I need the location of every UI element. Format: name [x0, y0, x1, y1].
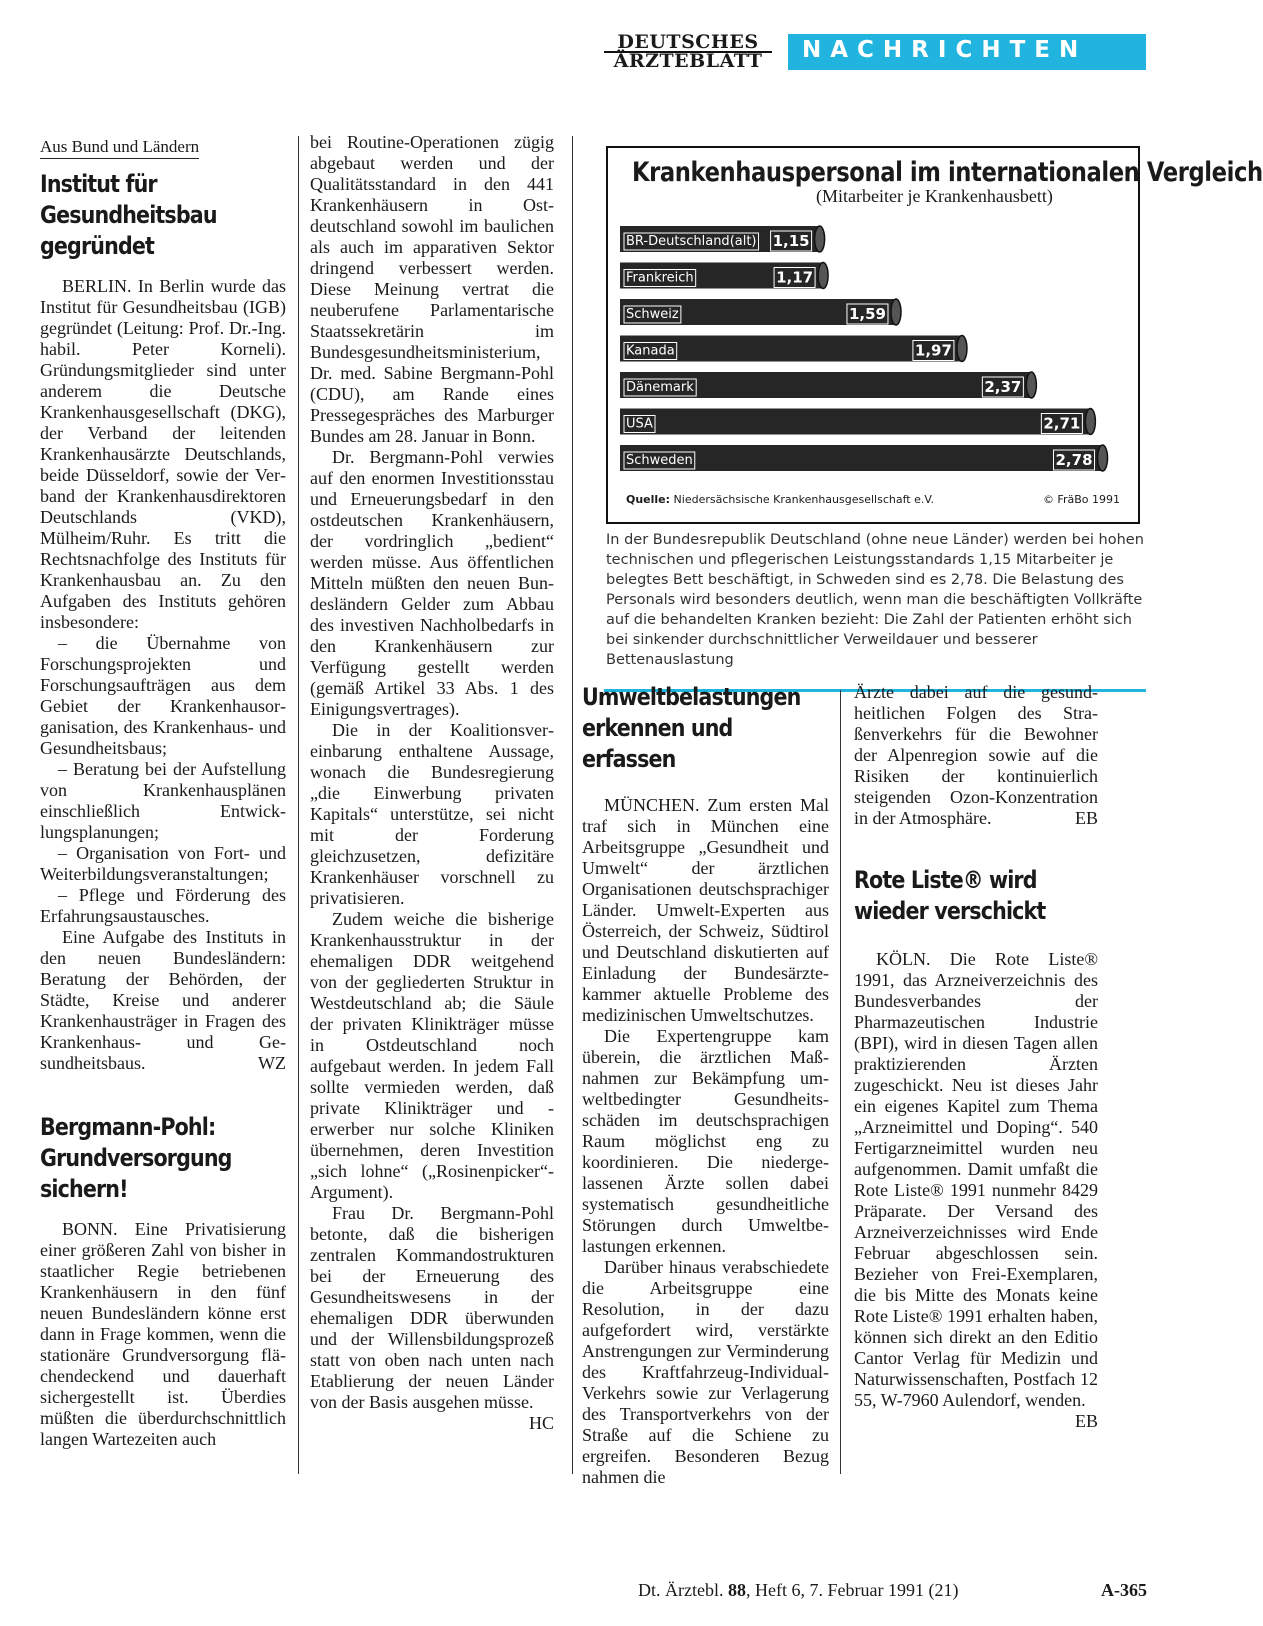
article-paragraph: Dr. Bergmann-Pohl verwies auf den enormen Investitionsstau und Erneuerungsbedarf in den ostdeutschen Krankenhäusern, der vordringlich „bedient“ werden müsse. Aus öffentlichen Mitteln müßten den neuen Bundesländern Gelder zum Abbau des investiven Nachholbedarfs in den Krankenhäusern zur Verfügung gestellt werden (gemäß Artikel 33 Abs. 1 des Einigungsvertrages). — [310, 447, 554, 719]
list-item: – Pflege und Förderung des Erfahrungsaustausches. — [40, 885, 286, 926]
category-label: Frankreich — [626, 270, 694, 286]
journal-masthead — [604, 31, 772, 72]
article-paragraph — [854, 949, 1098, 1431]
value-label: 1,17 — [776, 268, 814, 287]
bar-chart — [606, 146, 1263, 524]
author-initials: WZ — [258, 1053, 286, 1073]
value-label: 2,78 — [1055, 451, 1093, 469]
category-label: Schweiz — [626, 307, 679, 322]
chart-source — [626, 493, 934, 506]
bar-end-cap — [1026, 372, 1036, 398]
headline-institut: Institut für Gesundheitsbau gegründet — [40, 170, 217, 260]
category-label: Kanada — [626, 343, 675, 359]
chart-subtitle: (Mitarbeiter je Krankenhausbett) — [816, 186, 1053, 206]
paragraph-text: Eine Aufgabe des Instituts in den neuen Bundesländern: Beratung der Behörden, der Städte, Kreise und anderer Krankenhausträger in Fragen des Krankenhaus- und Gesundheitsbaus. — [40, 927, 286, 1073]
source-label: Quelle: — [626, 493, 671, 506]
bar-end-cap — [957, 336, 967, 362]
column-divider — [572, 136, 573, 1474]
headline-umwelt: Umweltbelastungen erkennen und erfassen — [582, 683, 801, 773]
footer-volume: 88 — [727, 1580, 746, 1600]
column-1 — [40, 136, 286, 1450]
article-paragraph — [40, 927, 286, 1074]
source-text: Niedersächsische Krankenhausgesellschaft e.V. — [673, 493, 934, 506]
author-initials: EB — [1074, 1411, 1098, 1431]
category-label: USA — [626, 416, 653, 432]
chart-copyright: © FräBo 1991 — [1042, 493, 1120, 506]
column-divider — [840, 690, 841, 1474]
masthead-line1: DEUTSCHES — [617, 31, 759, 53]
article-paragraph: BONN. Eine Privatisierung einer größeren Zahl von bisher in staatlicher Regie betriebenen Krankenhäusern in den fünf neuen Bundesländern könne erst dann in Frage kommen, wenn die stationäre Grundversorgung flächendeckend und dauerhaft sichergestellt ist. Überdies müßten die überdurchschnittlich langen Wartezeiten auch — [40, 1219, 286, 1449]
rubric-label: Aus Bund und Ländern — [40, 137, 199, 159]
article-paragraph: Zudem weiche die bisherige Krankenhausstruktur in der ehemaligen DDR weitgehend von der gegliederten Struktur in Westdeutschland ab; die Säule der privaten Klinikträger müsse in Ostdeutschland noch aufgebaut werden. In jedem Fall sollte vermieden werden, daß private Klinikträger und -erwerber nur solche Kliniken übernehmen, deren Investition „sich lohne“ („Rosinenpicker“-Argument). — [310, 909, 554, 1202]
paragraph-text: KÖLN. Die Rote Liste® 1991, das Arzneiverzeichnis des Bundesverbandes der Pharmazeutischen Industrie (BPI), wird in diesen Tagen allen praktizierenden Ärzten zugeschickt. Neu ist dieses Jahr ein eigenes Kapitel zum Thema „Arzneimittel und Doping“. 540 Fertigarzneimittel wurden neu aufgenommen. Damit umfaßt die Rote Liste® 1991 nunmehr 8429 Präparate. Der Versand des Arzneiverzeichnisses wird Ende Februar abgeschlossen sein. Bezieher von Frei-Exemplaren, die bis Mitte des Monats keine Rote Liste® 1991 erhalten haben, können sich direkt an den Editio Cantor Verlag für Medizin und Naturwissenschaften, Postfach 12 55, W-7960 Aulendorf, wenden. — [854, 949, 1098, 1410]
chart-caption: In der Bundesrepublik Deutschland (ohne neue Länder) werden bei hohen technischen und pflegerischen Leistungsstandards 1,15 Mitarbeiter je belegtes Bett beschäftigt, in Schweden sind es 2,78. Die Belastung des Personals wird besonders deutlich, wenn man die beschäftigten Vollkräfte auf die behandelten Kranken bezieht: Die Zahl der Patienten erhöht sich bei sinkender durchschnittlicher Verweildauer und besserer Bettenauslastung — [606, 532, 1144, 668]
value-label: 1,97 — [914, 341, 952, 360]
bar-end-cap — [1098, 445, 1108, 471]
paragraph-text: Frau Dr. Bergmann-Pohl betonte, daß die bisherigen zentralen Kommandostrukturen bei der Erneuerung des Gesundheitswesens in der ehemaligen DDR überwunden und der Willensbildungsprozeß statt von oben nach unten nach Etablierung der neuen Länder von der Basis ausgehen müsse. — [310, 1203, 554, 1412]
column-2 — [310, 132, 554, 1434]
bar-end-cap — [1085, 409, 1095, 435]
chart-plot-area — [608, 222, 1138, 490]
chart-title: Krankenhauspersonal im internationalen Vergleich — [632, 157, 1263, 188]
article-paragraph: Die in der Koalitionsvereinbarung enthaltene Aussage, wonach die Bundesregierung „die Einwerbung privaten Kapitals“ unterstütze, sei nicht mit der Forderung gleichzusetzen, defizitäre Krankenhäuser vorschnell zu privatisieren. — [310, 720, 554, 908]
column-4 — [854, 682, 1098, 1432]
author-initials: EB — [1074, 808, 1098, 828]
article-paragraph: MÜNCHEN. Zum ersten Mal traf sich in München eine Arbeitsgruppe „Gesundheit und Umwelt“ der ärztlichen Organisationen deutschsprachiger Länder. Umwelt-Experten aus Österreich, der Schweiz, Südtirol und Deutschland diskutierten auf Einladung der Bundesärztekammer aktuelle Probleme des medizinischen Umweltschutzes. — [582, 795, 829, 1025]
value-label: 1,15 — [772, 232, 810, 250]
category-label: Schweden — [626, 453, 693, 468]
bar-end-cap — [891, 299, 901, 325]
value-label: 1,59 — [848, 305, 886, 323]
paragraph-text: Ärzte dabei auf die gesundheitlichen Folgen des Straßenverkehrs für die Bewohner der Alpenregion sowie auf die Risiken der kontinuierlich steigenden Ozon-Konzentration in der Atmosphäre. — [854, 682, 1098, 828]
value-label: 2,37 — [984, 378, 1022, 396]
page-number: A-365 — [1101, 1580, 1147, 1600]
headline-rote-liste: Rote Liste® wird wieder verschickt — [854, 866, 1046, 925]
bar-usa — [620, 409, 1090, 435]
column-divider — [298, 136, 299, 1474]
bar-end-cap — [818, 263, 828, 289]
article-paragraph: Die Expertengruppe kam überein, die ärztlichen Maßnahmen zur Bekämpfung umweltbedingter Gesundheitsschäden im deutschsprachigen Raum möglichst eng zu koordinieren. Die niedergelassenen Ärzte sollen dabei systematisch gesundheitliche Störungen durch Umweltbelastungen erkennen. — [582, 1026, 829, 1256]
article-paragraph: bei Routine-Operationen zügig abgebaut werden und der Qualitätsstandard in den 441 Krankenhäusern in Ostdeutschland sowohl im baulichen als auch im apparativen Sektor dringend verbessert werden. Diese Meinung vertrat die neuberufene Parlamentarische Staatssekretärin im Bundesgesundheitsministerium, Dr. med. Sabine Bergmann-Pohl (CDU), am Rande eines Pressegespräches des Marburger Bundes am 28. Januar in Bonn. — [310, 132, 554, 446]
category-label: Dänemark — [626, 380, 694, 395]
value-label: 2,71 — [1043, 414, 1081, 433]
list-item: – Beratung bei der Aufstellung von Krankenhausplänen einschließlich Entwicklungsplanungen; — [40, 759, 286, 842]
list-item: – Organisation von Fort- und Weiterbildungsveranstaltungen; — [40, 843, 286, 884]
author-initials: HC — [528, 1413, 554, 1433]
section-banner: NACHRICHTEN — [788, 34, 1146, 70]
list-item: – die Übernahme von Forschungsprojekten und Forschungsaufträgen aus dem Gebiet der Krankenhausorganisation, des Krankenhaus- und Gesundheitsbaus; — [40, 633, 286, 758]
article-paragraph — [310, 1203, 554, 1433]
column-3 — [582, 682, 829, 1488]
bar-end-cap — [815, 226, 825, 252]
article-paragraph: Darüber hinaus verabschiedete die Arbeitsgruppe eine Resolution, in der dazu aufgefordert wird, verstärkte Anstrengungen zur Verminderung des Kraftfahrzeug-Individual-Verkehrs sowie zur Verlagerung des Transportverkehrs von der Straße auf die Schiene zu ergreifen. Besonderen Bezug nahmen die — [582, 1257, 829, 1487]
article-paragraph — [854, 682, 1098, 829]
masthead-line2: ÄRZTEBLATT — [604, 51, 772, 70]
headline-bergmann-pohl: Bergmann-Pohl: Grundversorgung sichern! — [40, 1113, 232, 1203]
footer-journal: Dt. Ärztebl. — [638, 1580, 724, 1600]
page-footer — [638, 1580, 958, 1601]
article-paragraph: BERLIN. In Berlin wurde das Institut für Gesundheitsbau (IGB) gegründet (Leitung: Prof. Dr.-Ing. habil. Peter Korneli). Gründungsmitglieder sind unter anderem die Deutsche Krankenhausgesellschaft (DKG), der Verband der leitenden Krankenhausärzte Deutschlands, beide Düsseldorf, sowie der Verband der Krankenhausdirektoren Deutschlands (VKD), Mülheim/Ruhr. Es tritt die Rechtsnachfolge des Instituts für Krankenhausbau an. Zu den Aufgaben des Instituts gehören insbesondere: — [40, 276, 286, 632]
footer-issue: , Heft 6, 7. Februar 1991 (21) — [745, 1580, 959, 1600]
category-label: BR-Deutschland(alt) — [626, 234, 757, 249]
